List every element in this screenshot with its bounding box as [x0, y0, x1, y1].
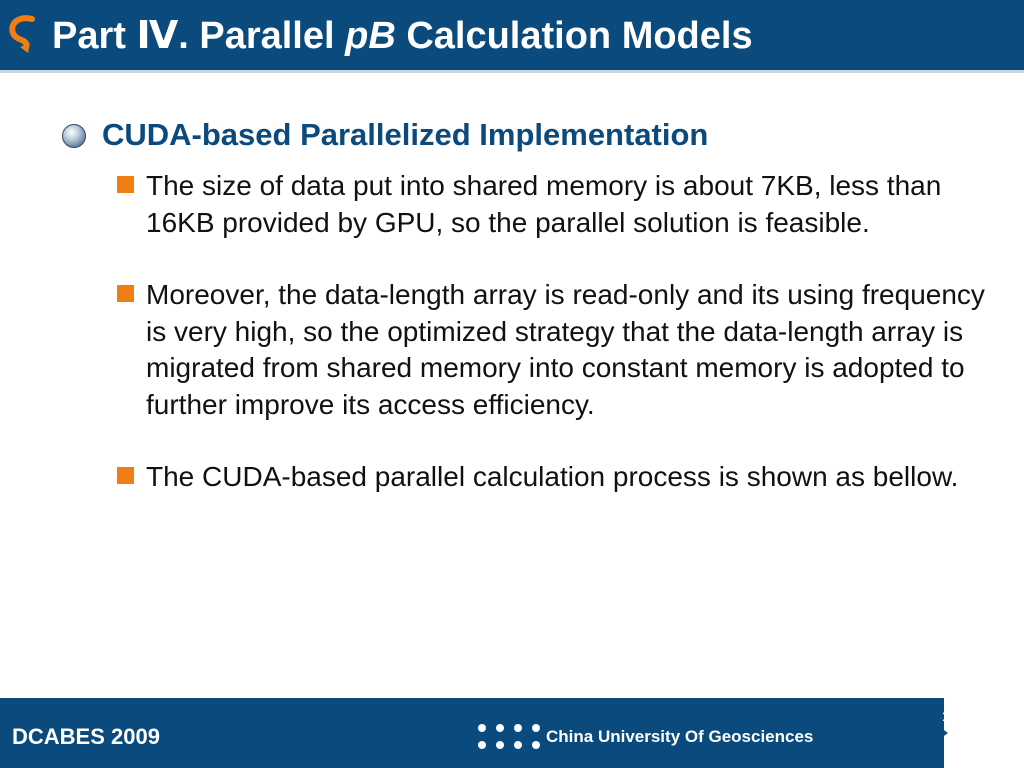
dots-logo-icon: [478, 722, 540, 752]
round-bullet-icon: [62, 124, 86, 148]
bullet-list: [117, 168, 987, 496]
bullet-text: The size of data put into shared memory is about 7KB, less than 16KB provided by GPU, so the parallel solution is feasible.: [146, 170, 942, 238]
section-heading: CUDA-based Parallelized Implementation: [102, 117, 709, 152]
title-part: Part Ⅳ. Parallel: [52, 15, 346, 57]
bullet-text: Moreover, the data-length array is read-only and its using frequency is very high, so the optimized strategy that the data-length array is migrated from shared memory into constant memory is adopted to further improve its access efficiency.: [146, 279, 985, 420]
logo-swirl-icon: [6, 13, 40, 57]
square-bullet-icon: [117, 285, 134, 302]
square-bullet-icon: [117, 467, 134, 484]
page-number: 19: [942, 708, 958, 724]
square-bullet-icon: [117, 176, 134, 193]
title-rest: Calculation Models: [395, 15, 753, 57]
title-emphasis: pB: [345, 15, 396, 57]
bullet-text: The CUDA-based parallel calculation process is shown as bellow.: [146, 461, 959, 492]
bullet-item: [117, 459, 987, 496]
header-bar: [0, 0, 1024, 73]
bullet-item: [117, 277, 987, 423]
footer-arrow-icon: [900, 698, 948, 768]
slide-title: [52, 14, 753, 58]
conference-name: DCABES 2009: [12, 724, 160, 749]
university-name: China University Of Geosciences: [546, 727, 814, 746]
bullet-item: [117, 168, 987, 241]
